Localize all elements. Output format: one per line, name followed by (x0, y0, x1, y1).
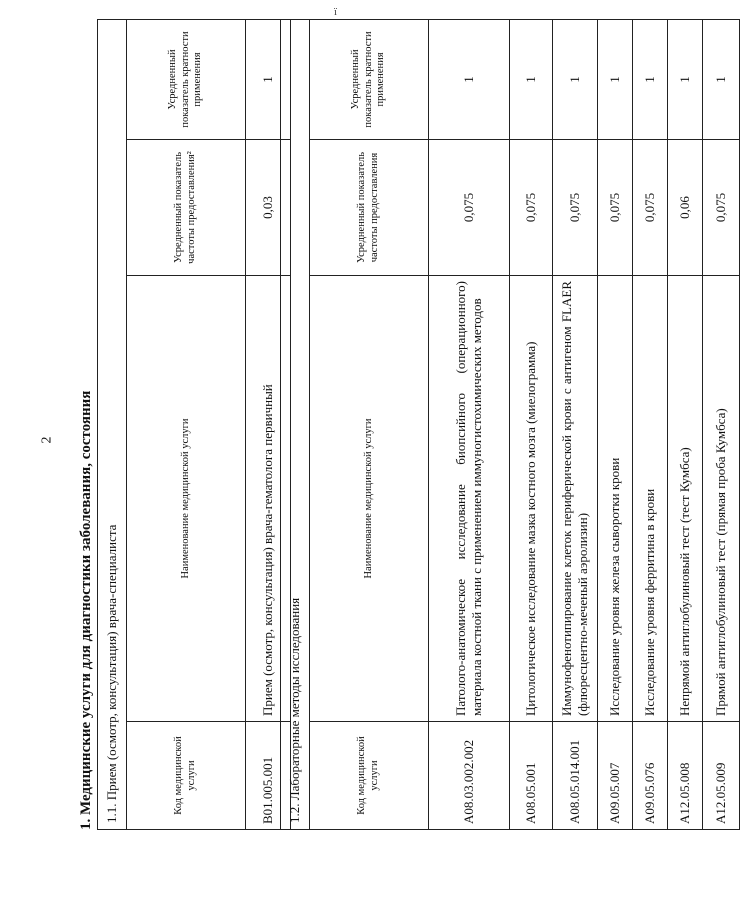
service-name: Цитологическое исследование мазка костного мозга (миелограмма) (510, 276, 553, 722)
multiplicity-value: 1 (598, 19, 633, 139)
service-code: A09.05.076 (633, 722, 668, 830)
service-name: Прямой антиглобулиновый тест (прямая проба Кумбса) (703, 276, 740, 722)
corner-mark: ї (334, 6, 338, 18)
landscape-content (75, 10, 728, 830)
table-row (553, 19, 598, 829)
multiplicity-value: 1 (510, 19, 553, 139)
service-name: Непрямой антиглобулиновый тест (тест Кумбса) (668, 276, 703, 722)
table-row (510, 19, 553, 829)
table-header-row (310, 19, 429, 829)
frequency-value: 0,06 (668, 140, 703, 276)
service-name: Иммунофенотипирование клеток периферической крови с антигеном FLAER (флюресцентно-меченый аэролизин) (553, 276, 598, 722)
table-caption-row (281, 19, 310, 829)
section-title: 1. Медицинские услуги для диагностики заболевания, состояния (78, 390, 94, 830)
table-caption: 1.1. Прием (осмотр, консультация) врача-специалиста (98, 19, 127, 829)
service-code: A08.03.002.002 (429, 722, 510, 830)
multiplicity-value: 1 (246, 19, 291, 139)
frequency-value: 0,075 (429, 140, 510, 276)
header-multiplicity: Усредненный показатель кратности применения (310, 19, 429, 139)
header-frequency: Усредненный показатель частоты предоставления (310, 140, 429, 276)
frequency-value: 0,075 (598, 140, 633, 276)
frequency-value: 0,075 (633, 140, 668, 276)
service-name: Исследование уровня железа сыворотки крови (598, 276, 633, 722)
frequency-value: 0,03 (246, 140, 291, 276)
table-row (633, 19, 668, 829)
multiplicity-value: 1 (553, 19, 598, 139)
table-header-row (127, 19, 246, 829)
service-code: A09.05.007 (598, 722, 633, 830)
frequency-value: 0,075 (510, 140, 553, 276)
service-name: Прием (осмотр, консультация) врача-гематолога первичный (246, 276, 291, 722)
frequency-value: 0,075 (703, 140, 740, 276)
header-frequency: Усредненный показатель частоты предоставления² (127, 140, 246, 276)
header-multiplicity: Усредненный показатель кратности применения (127, 19, 246, 139)
table-row (429, 19, 510, 829)
service-code: A12.05.008 (668, 722, 703, 830)
service-name: Патолого-анатомическое исследование биопсийного (операционного) материала костной ткани с применением иммуногистохимических методов (429, 276, 510, 722)
service-code: B01.005.001 (246, 722, 291, 830)
table-row (668, 19, 703, 829)
frequency-value: 0,075 (553, 140, 598, 276)
table-caption: 1.2. Лабораторные методы исследования (281, 19, 310, 829)
table-caption-row (98, 19, 127, 829)
laboratory-table (280, 19, 740, 830)
service-code: A08.05.014.001 (553, 722, 598, 830)
multiplicity-value: 1 (429, 19, 510, 139)
multiplicity-value: 1 (668, 19, 703, 139)
header-code: Код медицинской услуги (127, 722, 246, 830)
multiplicity-value: 1 (633, 19, 668, 139)
header-name: Наименование медицинской услуги (127, 276, 246, 722)
multiplicity-value: 1 (703, 19, 740, 139)
service-code: A08.05.001 (510, 722, 553, 830)
table-row (598, 19, 633, 829)
header-code: Код медицинской услуги (310, 722, 429, 830)
table-row (703, 19, 740, 829)
service-code: A12.05.009 (703, 722, 740, 830)
page-number: 2 (39, 436, 55, 444)
consultation-table (97, 19, 291, 830)
header-name: Наименование медицинской услуги (310, 276, 429, 722)
service-name: Исследование уровня ферритина в крови (633, 276, 668, 722)
